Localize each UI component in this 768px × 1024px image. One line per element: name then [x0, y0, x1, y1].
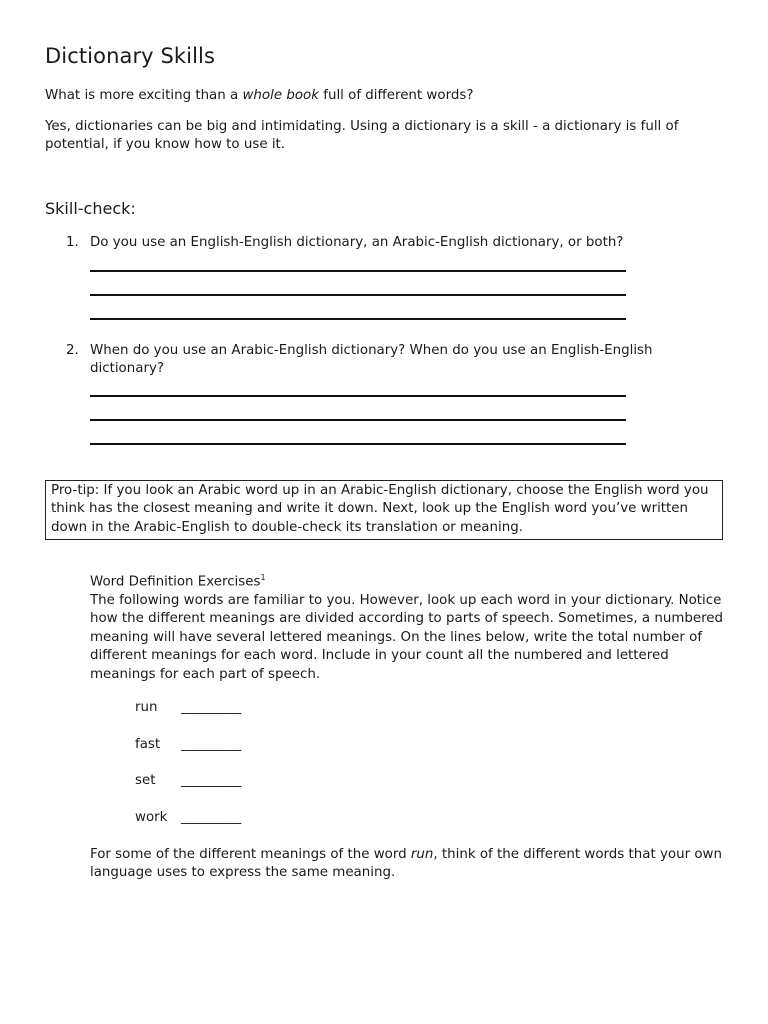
intro-paragraph: Yes, dictionaries can be big and intimidating. Using a dictionary is a skill - a dictionary is full of potential, if you know how to use it. — [45, 119, 679, 152]
exercises-title — [90, 569, 730, 592]
answer-line[interactable] — [90, 318, 626, 320]
closing-emphasis: run — [410, 847, 434, 862]
word-label: set — [135, 773, 156, 788]
question-number: 2. — [66, 343, 79, 358]
skill-check-heading: Skill-check: — [45, 199, 136, 218]
answer-line[interactable] — [90, 294, 626, 296]
page-title: Dictionary Skills — [45, 44, 216, 68]
exercises-section — [90, 569, 730, 684]
intro-question — [45, 87, 735, 105]
word-label: work — [135, 810, 168, 825]
word-blank[interactable]: _________ — [181, 700, 242, 715]
answer-line[interactable] — [90, 270, 626, 272]
question-text: When do you use an Arabic-English dictionary? When do you use an English-English dictionary? — [90, 343, 653, 376]
answer-line[interactable] — [90, 443, 626, 445]
word-label: run — [135, 700, 158, 715]
closing-text-before: For some of the different meanings of the word — [90, 847, 411, 862]
closing-paragraph — [90, 846, 730, 883]
exercises-body: The following words are familiar to you. However, look up each word in your dictionary. Notice how the different meanings are divided according to parts of speech. Sometimes, a numbered meaning will have several lettered meanings. On the lines below, write the total number of different meanings for each word. Include in your count all the numbered and lettered meanings for each part of speech. — [90, 592, 724, 682]
exercises-title-text: Word Definition Exercises — [90, 574, 261, 590]
intro-emphasis: whole book — [242, 88, 319, 103]
answer-line[interactable] — [90, 419, 626, 421]
answer-line[interactable] — [90, 395, 626, 397]
question-number: 1. — [66, 235, 79, 250]
word-blank[interactable]: _________ — [181, 810, 242, 825]
intro-text-before: What is more exciting than a — [45, 88, 243, 103]
question-text: Do you use an English-English dictionary, an Arabic-English dictionary, or both? — [90, 235, 624, 250]
protip-box: Pro-tip: If you look an Arabic word up in an Arabic-English dictionary, choose the English word you think has the closest meaning and write it down. Next, look up the English word you’ve written down in the Arabic-English to double-check its translation or meaning. — [45, 480, 723, 540]
word-blank[interactable]: _________ — [181, 773, 242, 788]
word-label: fast — [135, 737, 161, 752]
footnote-marker: 1 — [260, 573, 266, 582]
intro-text-after: full of different words? — [318, 88, 474, 103]
closing-text-after: , think of the different words that your own language uses to express the same meaning. — [90, 847, 722, 881]
word-blank[interactable]: _________ — [181, 737, 242, 752]
